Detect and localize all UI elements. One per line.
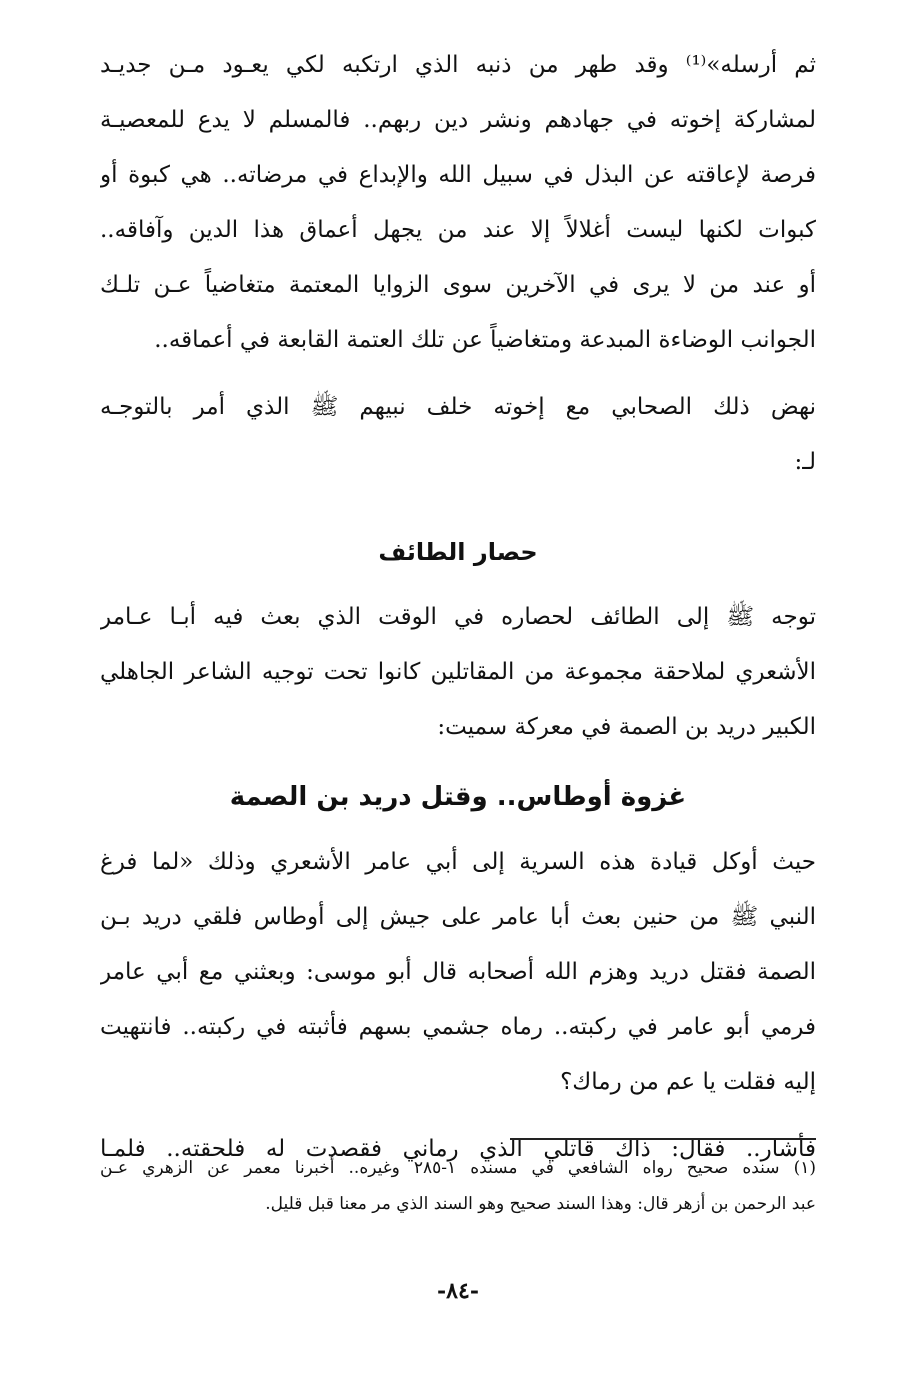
text-line: لمشاركة إخوته في جهادهم ونشر دين ربهم.. فالمسلم لا يدع للمعصيـة (100, 107, 816, 133)
text-line: فأشار.. فقال: ذاك قاتلي الذي رماني فقصدت له فلحقته.. فلمـا (100, 1136, 816, 1162)
text-line: حيث أوكل قيادة هذه السرية إلى أبي عامر الأشعري وذلك «لما فرغ (100, 849, 816, 875)
paragraph-awtas-1 (100, 835, 816, 1110)
paragraph-2 (100, 380, 816, 490)
text-line: الكبير دريد بن الصمة في معركة سميت: (437, 714, 816, 740)
text-line: الصمة فقتل دريد وهزم الله أصحابه قال أبو موسى: وبعثني مع أبي عامر (100, 959, 816, 985)
text-line: كبوات لكنها ليست أغلالاً إلا عند من يجهل أعماق هذا الدين وآفاقه.. (100, 217, 816, 243)
text-line: ثم أرسله»⁽¹⁾ وقد طهر من ذنبه الذي ارتكبه لكي يعـود مـن جديـد (100, 52, 816, 78)
text-line: الجوانب الوضاءة المبدعة ومتغاضياً عن تلك العتمة القابعة في أعماقه.. (154, 327, 816, 353)
paragraph-1 (100, 38, 816, 368)
text-line: توجه ﷺ إلى الطائف لحصاره في الوقت الذي بعث فيه أبـا عـامر (100, 604, 816, 630)
footnote-divider (510, 1138, 816, 1140)
section-heading-taif-siege: حصار الطائف (378, 538, 538, 566)
text-line: نهض ذلك الصحابي مع إخوته خلف نبيهم ﷺ الذي أمر بالتوجـه (100, 394, 816, 420)
text-line: إليه فقلت يا عم من رماك؟ (560, 1069, 816, 1095)
paragraph-taif (100, 590, 816, 755)
text-line: فرمي أبو عامر في ركبته.. رماه جشمي بسهم فأثبته في ركبته.. فانتهيت (100, 1014, 816, 1040)
footnote-line: عبد الرحمن بن أزهر قال: وهذا السند صحيح وهو السند الذي مر معنا قبل قليل. (265, 1194, 816, 1214)
page-body (100, 38, 816, 1177)
section-heading-awtas: غزوة أوطاس.. وقتل دريد بن الصمة (229, 782, 687, 812)
footnote (100, 1150, 816, 1222)
text-line: لـ: (794, 449, 816, 475)
text-line: النبي ﷺ من حنين بعث أبا عامر على جيش إلى أوطاس فلقي دريد بـن (100, 904, 816, 930)
footnote-line: (١) سنده صحيح رواه الشافعي في مسنده ١-٢٨٥ وغيره.. أخبرنا معمر عن الزهري عـن (100, 1158, 816, 1178)
page-number: -٨٤- (437, 1278, 479, 1304)
text-line: فرصة لإعاقته عن البذل في سبيل الله والإبداع في مرضاته.. هي كبوة أو (100, 162, 816, 188)
text-line: أو عند من لا يرى في الآخرين سوى الزوايا المعتمة متغاضياً عـن تلـك (100, 272, 816, 298)
text-line: الأشعري لملاحقة مجموعة من المقاتلين كانوا تحت توجيه الشاعر الجاهلي (100, 659, 816, 685)
